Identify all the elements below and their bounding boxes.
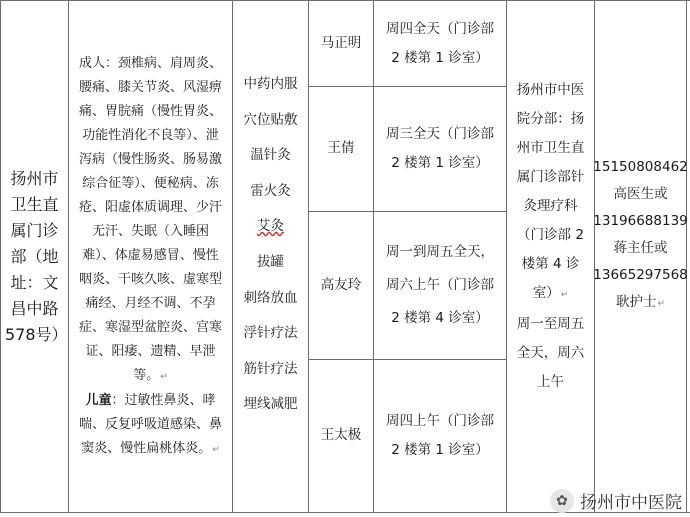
doctor-schedule: 周三全天（门诊部 2 楼第 1 诊室） bbox=[386, 126, 494, 171]
treatment-item: 拔罐 bbox=[257, 253, 284, 270]
treatment-item: 筋针疗法 bbox=[243, 360, 298, 377]
doctor-name: 王太极 bbox=[320, 427, 362, 444]
doctor-name: 马正明 bbox=[320, 34, 362, 51]
treatment-item: 雷火灸 bbox=[250, 182, 291, 199]
branch-hours: 周一至周五全天，周六上午 bbox=[516, 315, 585, 390]
treatment-item: 浮针疗法 bbox=[243, 325, 298, 342]
watermark-text: 扬州市中医院 bbox=[580, 493, 682, 513]
adult-conditions: 颈椎病、肩周炎、腰痛、膝关节炎、风湿痹痛、胃脘痛（慢性胃炎、功能性消化不良等）、泄泻病（慢性肠炎、肠易激综合征等）、便秘病、冻疮、阳虚体质调理、少汗无汗、失眠（入睡困难）、体虚易感冒、慢性咽炎、干咳久咳、虚寒型痛经、月经不调、不孕症、寒湿型盆腔炎、宫寒证、阳痿、遗精、早泄等。 bbox=[78, 55, 223, 383]
treatment-item: 穴位贴敷 bbox=[243, 111, 298, 128]
treatment-item: 中药内服 bbox=[243, 76, 298, 92]
doctor-schedule: 周一到周五全天， 周六上午（门诊部 2 楼第 4 诊室） bbox=[386, 244, 494, 326]
doctor-schedule: 周四全天（门诊部 2 楼第 1 诊室） bbox=[386, 20, 494, 66]
branch-text: 扬州市中医院分部：扬州市卫生直属门诊部针灸理疗科（门诊部 2 楼第 4 诊室） bbox=[516, 81, 585, 301]
contacts-text: 15150808462 高医生或 13196688139 蒋主任或 13665297568 耿护士 bbox=[593, 159, 688, 310]
watermark bbox=[550, 488, 682, 513]
treatment-item: 温针灸 bbox=[250, 147, 291, 164]
conditions-cell: 成人：颈椎病、肩周炎、腰痛、膝关节炎、风湿痹痛、胃脘痛（慢性胃炎、功能性消化不良等）、泄泻病（慢性肠炎、肠易激综合征等）、便秘病、冻疮、阳虚体质调理、少汗无汗、失眠（入睡困难）、体虚易感冒、慢性咽炎、干咳久咳、虚寒型痛经、月经不调、不孕症、寒湿型盆腔炎、宫寒证、阳痿、遗精、早泄等。↵ 儿童：过敏性鼻炎、哮喘、反复呼吸道感染、鼻窦炎、慢性扁桃体炎。↵ bbox=[78, 55, 223, 456]
doctor-name: 高友玲 bbox=[320, 276, 362, 293]
child-conditions: ：过敏性鼻炎、哮喘、反复呼吸道感染、鼻窦炎、慢性扁桃体炎。 bbox=[78, 392, 222, 456]
doctor-schedule: 周四上午（门诊部 2 楼第 1 诊室） bbox=[386, 413, 494, 458]
location-cell bbox=[1, 1, 68, 512]
child-label: 儿童 bbox=[85, 392, 112, 408]
treatment-item: 艾灸 bbox=[257, 218, 284, 235]
treatment-item: 刺络放血 bbox=[243, 289, 298, 306]
treatment-item: 埋线减肥 bbox=[243, 396, 298, 413]
wechat-icon: ✿ bbox=[550, 489, 574, 513]
branch-cell: 扬州市中医院分部：扬州市卫生直属门诊部针灸理疗科（门诊部 2 楼第 4 诊室）↵ 周一至周五全天，周六上午 bbox=[516, 81, 585, 390]
location-text: 扬州市卫生直属门诊部（地址：文昌中路578号） bbox=[5, 168, 68, 344]
treatments-cell bbox=[233, 1, 308, 512]
adult-label: 成人： bbox=[78, 55, 118, 71]
contacts-cell: 15150808462 高医生或 13196688139 蒋主任或 13665297568 耿护士↵ bbox=[593, 159, 688, 310]
doctor-name: 王倩 bbox=[327, 140, 355, 157]
